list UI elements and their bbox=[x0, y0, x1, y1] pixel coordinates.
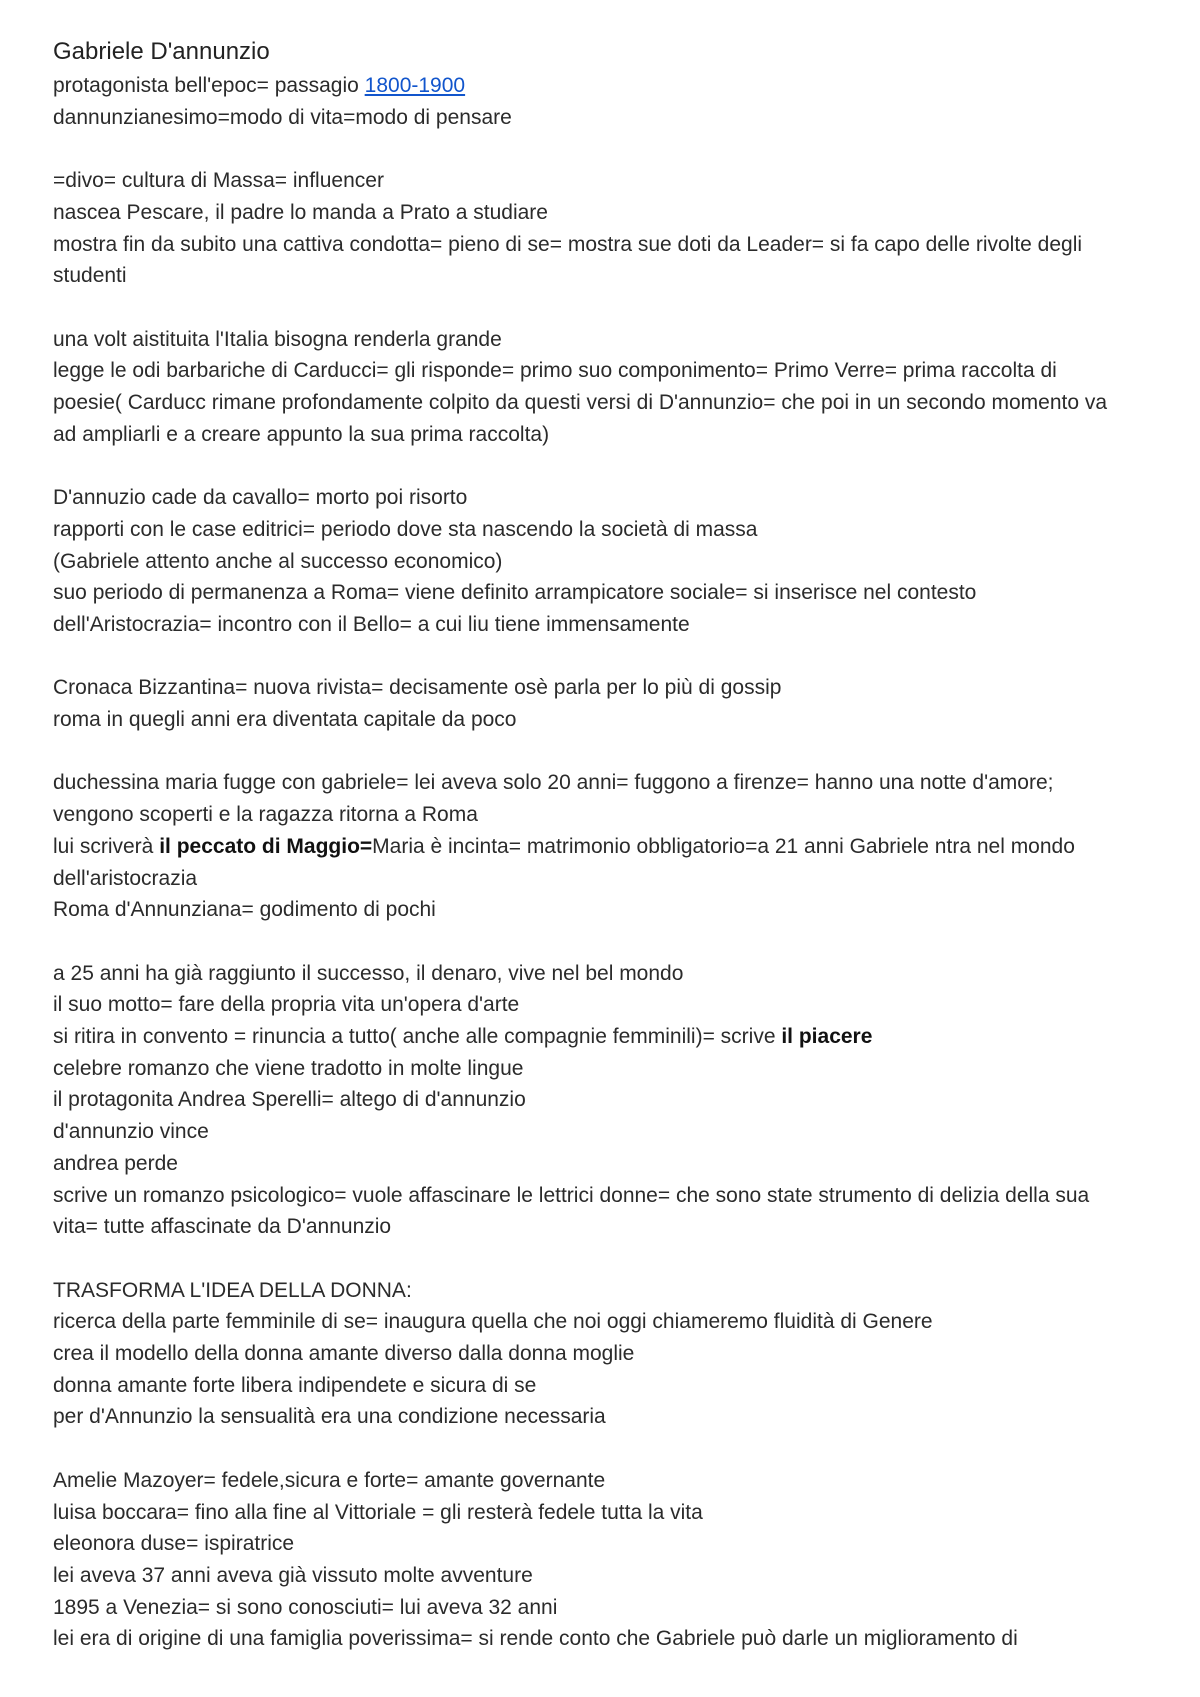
text-line: a 25 anni ha già raggiunto il successo, il denaro, vive nel bel mondo bbox=[53, 961, 684, 985]
text-line: Roma d'Annunziana= godimento di pochi bbox=[53, 898, 436, 922]
text-line: lei aveva 37 anni aveva già vissuto molte avventure bbox=[53, 1563, 533, 1587]
bold-title: il peccato di Maggio= bbox=[159, 834, 373, 858]
text-line: crea il modello della donna amante diverso dalla donna moglie bbox=[53, 1342, 635, 1366]
text-line: d'annunzio vince bbox=[53, 1120, 209, 1144]
text-line: il protagonita Andrea Sperelli= altego di d'annunzio bbox=[53, 1088, 526, 1112]
text-line: scrive un romanzo psicologico= vuole affascinare le lettrici donne= che sono state strumento di delizia della sua vita= tutte affascinate da D'annunzio bbox=[53, 1183, 1090, 1239]
text-line: (Gabriele attento anche al successo economico) bbox=[53, 549, 503, 573]
text-line: rapporti con le case editrici= periodo dove sta nascendo la società di massa bbox=[53, 517, 758, 541]
text-line: andrea perde bbox=[53, 1151, 178, 1175]
text-line bbox=[53, 1021, 1120, 1053]
text-line: roma in quegli anni era diventata capitale da poco bbox=[53, 708, 517, 731]
text-line: luisa boccara= fino alla fine al Vittoriale = gli resterà fedele tutta la vita bbox=[53, 1500, 703, 1524]
intro-line bbox=[53, 70, 1120, 102]
bold-title: il piacere bbox=[781, 1025, 873, 1048]
paragraph-gap bbox=[53, 641, 1120, 673]
text-span: Maria è incinta= matrimonio obbligatorio=a 21 anni Gabriele ntra nel mondo dell'aristocrazia bbox=[53, 834, 1075, 890]
text-line: per d'Annunzio la sensualità era una condizione necessaria bbox=[53, 1405, 606, 1429]
text-line: una volt aistituita l'Italia bisogna renderla grande bbox=[53, 327, 502, 351]
paragraph-gap bbox=[53, 1433, 1120, 1465]
document-title: Gabriele D'annunzio bbox=[53, 38, 270, 65]
paragraph-gap bbox=[53, 292, 1120, 324]
text-line: donna amante forte libera indipendete e sicura di se bbox=[53, 1373, 537, 1397]
text-line: duchessina maria fugge con gabriele= lei aveva solo 20 anni= fuggono a firenze= hanno una notte d'amore; vengono scoperti e la ragazza ritorna a Roma bbox=[53, 771, 1054, 827]
text-line: =divo= cultura di Massa= influencer bbox=[53, 169, 384, 193]
paragraph-gap bbox=[53, 926, 1120, 958]
text-line: dannunzianesimo=modo di vita=modo di pensare bbox=[53, 105, 512, 129]
text-line: lei era di origine di una famiglia poverissima= si rende conto che Gabriele può darle un miglioramento di bbox=[53, 1627, 1018, 1651]
text-line: Cronaca Bizzantina= nuova rivista= decisamente osè parla per lo più di gossip bbox=[53, 676, 782, 700]
paragraph-gap bbox=[53, 133, 1120, 165]
intro-text: protagonista bell'epoc= passagio bbox=[53, 74, 365, 97]
text-line: nascea Pescare, il padre lo manda a Prato a studiare bbox=[53, 200, 548, 224]
text-line: Amelie Mazoyer= fedele,sicura e forte= amante governante bbox=[53, 1468, 606, 1492]
text-line: 1895 a Venezia= si sono conosciuti= lui aveva 32 anni bbox=[53, 1595, 558, 1619]
paragraph-gap bbox=[53, 450, 1120, 482]
text-line: D'annuzio cade da cavallo= morto poi risorto bbox=[53, 486, 468, 510]
date-range-link[interactable]: 1800-1900 bbox=[364, 74, 466, 97]
text-line: legge le odi barbariche di Carducci= gli risponde= primo suo componimento= Primo Verre= prima raccolta di poesie( Carducc rimane profondamente colpito da questi versi di D'annunzio= che poi in un secondo momento va ad ampliarli e a creare appunto la sua prima raccolta) bbox=[53, 359, 1108, 446]
text-line: il suo motto= fare della propria vita un'opera d'arte bbox=[53, 993, 520, 1017]
paragraph-gap bbox=[53, 736, 1120, 768]
text-line: eleonora duse= ispiratrice bbox=[53, 1532, 295, 1556]
paragraph-gap bbox=[53, 1243, 1120, 1275]
text-line bbox=[53, 831, 1120, 894]
text-span: si ritira in convento = rinuncia a tutto( anche alle compagnie femminili)= scrive bbox=[53, 1025, 782, 1048]
text-line: celebre romanzo che viene tradotto in molte lingue bbox=[53, 1056, 524, 1080]
text-span: lui scriverà bbox=[53, 834, 160, 858]
section-heading: TRASFORMA L'IDEA DELLA DONNA: bbox=[53, 1278, 412, 1302]
text-line: suo periodo di permanenza a Roma= viene definito arrampicatore sociale= si inserisce nel contesto dell'Aristocrazia= incontro con il Bello= a cui liu tiene immensamente bbox=[53, 581, 977, 636]
text-line: ricerca della parte femminile di se= inaugura quella che noi oggi chiameremo fluidità di Genere bbox=[53, 1310, 933, 1334]
text-line: mostra fin da subito una cattiva condotta= pieno di se= mostra sue doti da Leader= si fa capo delle rivolte degli studenti bbox=[53, 232, 1083, 288]
